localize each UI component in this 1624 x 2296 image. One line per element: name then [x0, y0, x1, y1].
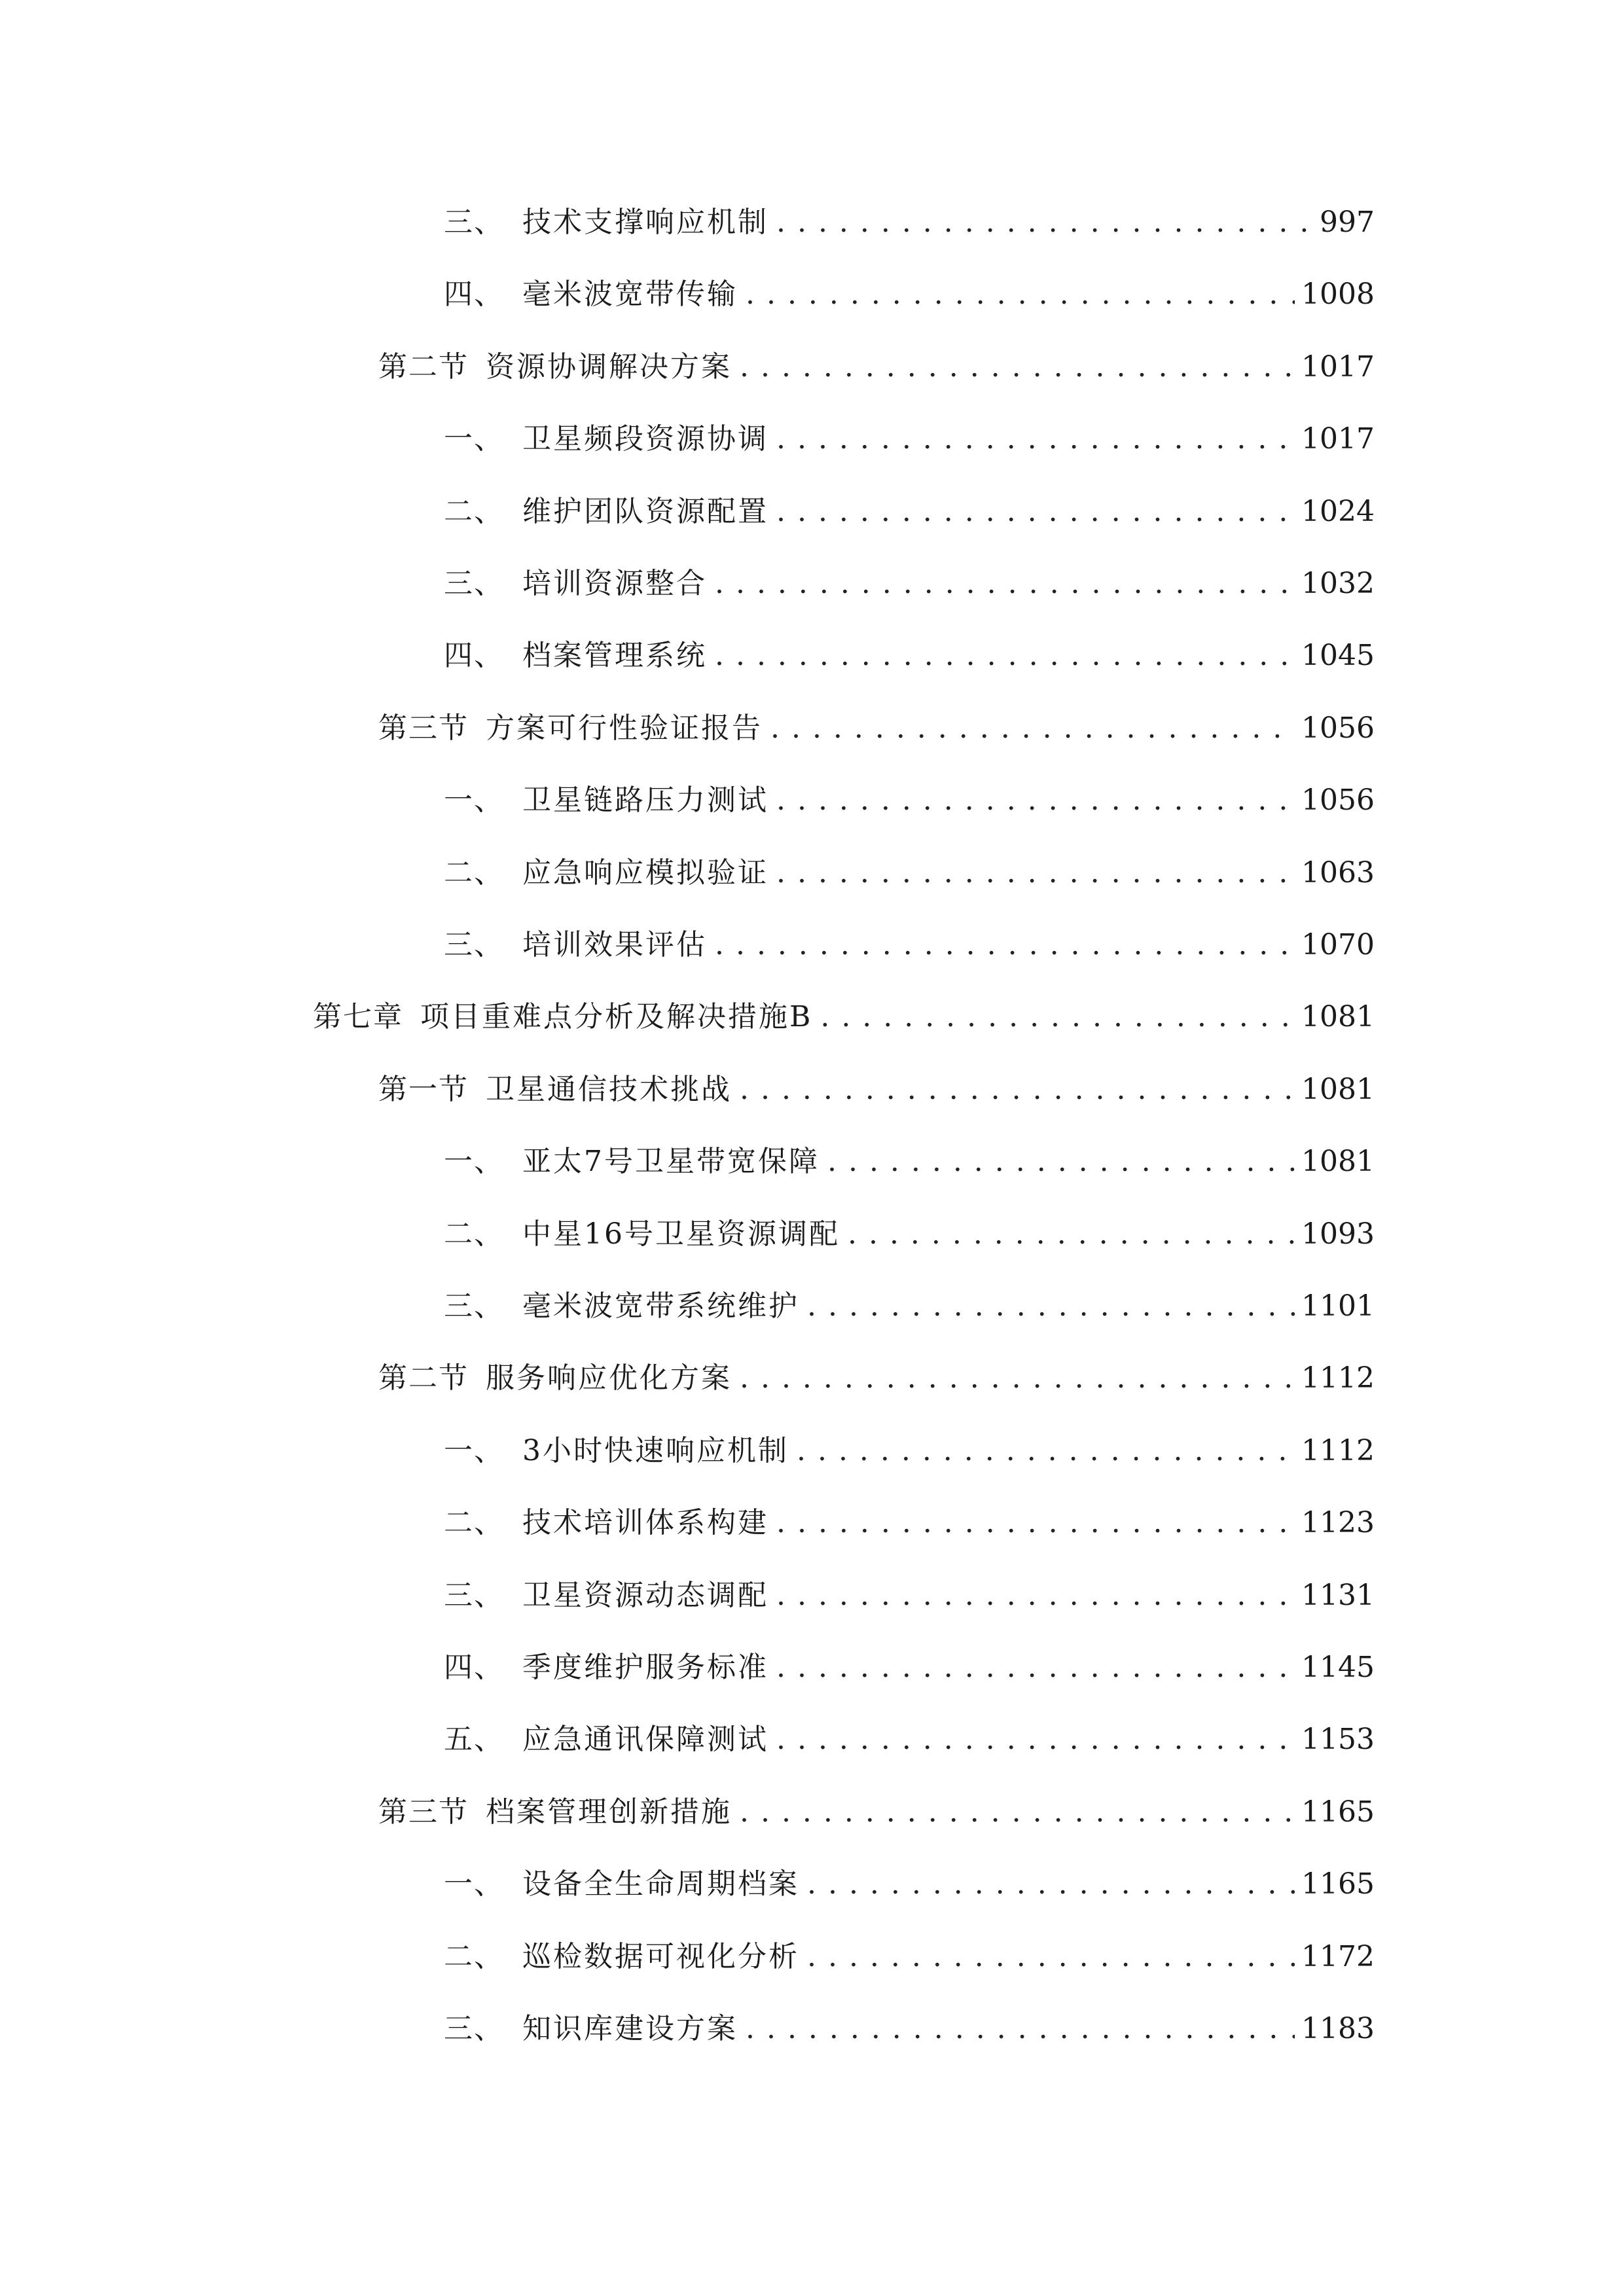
toc-entry-page-number: 1081	[1301, 1145, 1375, 1178]
toc-entry-title: 中星16号卫星资源调配	[522, 1217, 840, 1251]
toc-entry-title: 培训效果评估	[522, 928, 707, 961]
toc-entry[interactable]	[444, 558, 1375, 610]
dot-leader	[807, 1858, 1295, 1910]
toc-entry-page-number: 1063	[1301, 856, 1375, 889]
toc-entry-number: 一、	[444, 1434, 504, 1467]
toc-entry-number: 一、	[444, 1145, 504, 1178]
toc-entry-title: 技术支撑响应机制	[522, 206, 768, 239]
toc-entry-title: 3小时快速响应机制	[522, 1434, 789, 1467]
toc-entry-page-number: 1131	[1301, 1579, 1375, 1612]
toc-entry-title: 知识库建设方案	[522, 2012, 738, 2045]
toc-entry-title: 卫星链路压力测试	[522, 783, 768, 817]
toc-entry-title: 设备全生命周期档案	[522, 1867, 799, 1901]
toc-entry-title: 毫米波宽带系统维护	[522, 1289, 799, 1323]
toc-entry-page-number: 1112	[1301, 1434, 1375, 1467]
toc-entry-number: 一、	[444, 783, 504, 817]
toc-entry-page-number: 1024	[1301, 495, 1375, 528]
dot-leader	[715, 919, 1295, 971]
toc-entry-number: 四、	[444, 278, 504, 311]
toc-entry-page-number: 1093	[1301, 1217, 1375, 1251]
toc-entry-number: 三、	[444, 206, 504, 239]
toc-entry-number: 四、	[444, 1651, 504, 1684]
dot-leader	[746, 268, 1295, 321]
toc-entry[interactable]	[444, 1570, 1375, 1622]
dot-leader	[776, 196, 1309, 249]
toc-entry[interactable]	[444, 1208, 1375, 1261]
toc-entry-title: 档案管理创新措施	[486, 1795, 732, 1829]
toc-entry[interactable]	[444, 1280, 1375, 1333]
toc-entry-page-number: 1056	[1301, 783, 1375, 817]
toc-entry-page-number: 1172	[1301, 1940, 1375, 1973]
toc-entry[interactable]	[444, 1931, 1375, 1983]
toc-entry-number: 三、	[444, 928, 504, 961]
toc-entry-title: 应急响应模拟验证	[522, 856, 768, 889]
toc-entry[interactable]	[444, 1713, 1375, 1766]
toc-entry-title: 卫星频段资源协调	[522, 422, 768, 456]
toc-entry[interactable]	[444, 1641, 1375, 1694]
toc-entry-title: 项目重难点分析及解决措施B	[420, 1000, 813, 1033]
toc-entry-page-number: 1145	[1301, 1651, 1375, 1684]
dot-leader	[776, 1497, 1295, 1549]
toc-entry[interactable]	[378, 1352, 1375, 1405]
toc-entry[interactable]	[444, 630, 1375, 682]
toc-entry[interactable]	[378, 1786, 1375, 1839]
toc-entry-page-number: 1101	[1301, 1289, 1375, 1323]
dot-leader	[820, 991, 1295, 1043]
dot-leader	[740, 341, 1295, 393]
toc-entry-number: 第二节	[378, 1361, 469, 1395]
dot-leader	[807, 1280, 1295, 1333]
toc-entry-title: 资源协调解决方案	[486, 350, 732, 384]
dot-leader	[715, 558, 1295, 610]
toc-entry-title: 维护团队资源配置	[522, 495, 768, 528]
dot-leader	[776, 413, 1295, 465]
dot-leader	[807, 1931, 1295, 1983]
toc-entry-title: 毫米波宽带传输	[522, 278, 738, 311]
toc-entry-number: 第二节	[378, 350, 469, 384]
toc-entry-page-number: 1070	[1301, 928, 1375, 961]
dot-leader	[797, 1425, 1295, 1477]
toc-entry-title: 卫星通信技术挑战	[486, 1073, 732, 1106]
toc-entry-number: 二、	[444, 1506, 504, 1539]
toc-entry-title: 方案可行性验证报告	[486, 711, 763, 745]
toc-entry-page-number: 1017	[1301, 422, 1375, 456]
toc-entry[interactable]	[444, 196, 1375, 249]
toc-entry-number: 二、	[444, 856, 504, 889]
toc-entry[interactable]	[444, 1136, 1375, 1188]
toc-entry-number: 第三节	[378, 711, 469, 745]
toc-entry-page-number: 1081	[1301, 1073, 1375, 1106]
toc-entry-title: 档案管理系统	[522, 639, 707, 672]
dot-leader	[740, 1786, 1295, 1839]
dot-leader	[776, 1713, 1295, 1766]
dot-leader	[746, 2003, 1295, 2055]
toc-entry-page-number: 1056	[1301, 711, 1375, 745]
toc-entry[interactable]	[378, 341, 1375, 393]
toc-entry-number: 第一节	[378, 1073, 469, 1106]
dot-leader	[776, 486, 1295, 538]
toc-entry-page-number: 1017	[1301, 350, 1375, 384]
toc-entry-number: 三、	[444, 2012, 504, 2045]
toc-entry[interactable]	[444, 847, 1375, 899]
toc-entry-number: 五、	[444, 1723, 504, 1756]
dot-leader	[776, 1570, 1295, 1622]
toc-entry-number: 三、	[444, 1579, 504, 1612]
toc-entry-page-number: 1165	[1301, 1867, 1375, 1901]
dot-leader	[770, 702, 1295, 755]
toc-entry[interactable]	[444, 268, 1375, 321]
dot-leader	[740, 1352, 1295, 1405]
toc-entry-number: 一、	[444, 1867, 504, 1901]
toc-entry-number: 二、	[444, 495, 504, 528]
toc-entry-page-number: 1032	[1301, 567, 1375, 600]
toc-entry-title: 卫星资源动态调配	[522, 1579, 768, 1612]
toc-entry-title: 季度维护服务标准	[522, 1651, 768, 1684]
toc-entry-title: 巡检数据可视化分析	[522, 1940, 799, 1973]
toc-entry-page-number: 1183	[1301, 2012, 1375, 2045]
toc-entry[interactable]	[444, 413, 1375, 465]
dot-leader	[827, 1136, 1295, 1188]
toc-entry[interactable]	[444, 774, 1375, 827]
toc-entry-page-number: 1123	[1301, 1506, 1375, 1539]
toc-entry-title: 亚太7号卫星带宽保障	[522, 1145, 820, 1178]
toc-entry-page-number: 1165	[1301, 1795, 1375, 1829]
toc-entry-page-number: 1112	[1301, 1361, 1375, 1395]
toc-entry-title: 培训资源整合	[522, 567, 707, 600]
toc-entry-page-number: 1081	[1301, 1000, 1375, 1033]
toc-entry-title: 技术培训体系构建	[522, 1506, 768, 1539]
toc-entry-number: 第七章	[313, 1000, 403, 1033]
toc-entry-number: 三、	[444, 1289, 504, 1323]
toc-entry[interactable]	[444, 1497, 1375, 1549]
toc-entry-number: 三、	[444, 567, 504, 600]
toc-entry-number: 第三节	[378, 1795, 469, 1829]
toc-entry-page-number: 997	[1320, 206, 1375, 239]
toc-entry[interactable]	[444, 2003, 1375, 2055]
dot-leader	[740, 1064, 1295, 1116]
toc-entry-number: 二、	[444, 1940, 504, 1973]
dot-leader	[776, 1641, 1295, 1694]
toc-entry-title: 应急通讯保障测试	[522, 1723, 768, 1756]
dot-leader	[776, 774, 1295, 827]
toc-entry[interactable]	[444, 486, 1375, 538]
toc-entry-title: 服务响应优化方案	[486, 1361, 732, 1395]
dot-leader	[848, 1208, 1295, 1261]
toc-entry[interactable]	[313, 991, 1375, 1043]
toc-entry-number: 一、	[444, 422, 504, 456]
dot-leader	[776, 847, 1295, 899]
toc-entry[interactable]	[444, 1425, 1375, 1477]
dot-leader	[715, 630, 1295, 682]
toc-entry-page-number: 1008	[1301, 278, 1375, 311]
toc-entry[interactable]	[378, 702, 1375, 755]
toc-entry-number: 二、	[444, 1217, 504, 1251]
toc-entry-number: 四、	[444, 639, 504, 672]
toc-entry[interactable]	[378, 1064, 1375, 1116]
toc-entry[interactable]	[444, 919, 1375, 971]
toc-entry[interactable]	[444, 1858, 1375, 1910]
toc-entry-page-number: 1153	[1301, 1723, 1375, 1756]
toc-entry-page-number: 1045	[1301, 639, 1375, 672]
